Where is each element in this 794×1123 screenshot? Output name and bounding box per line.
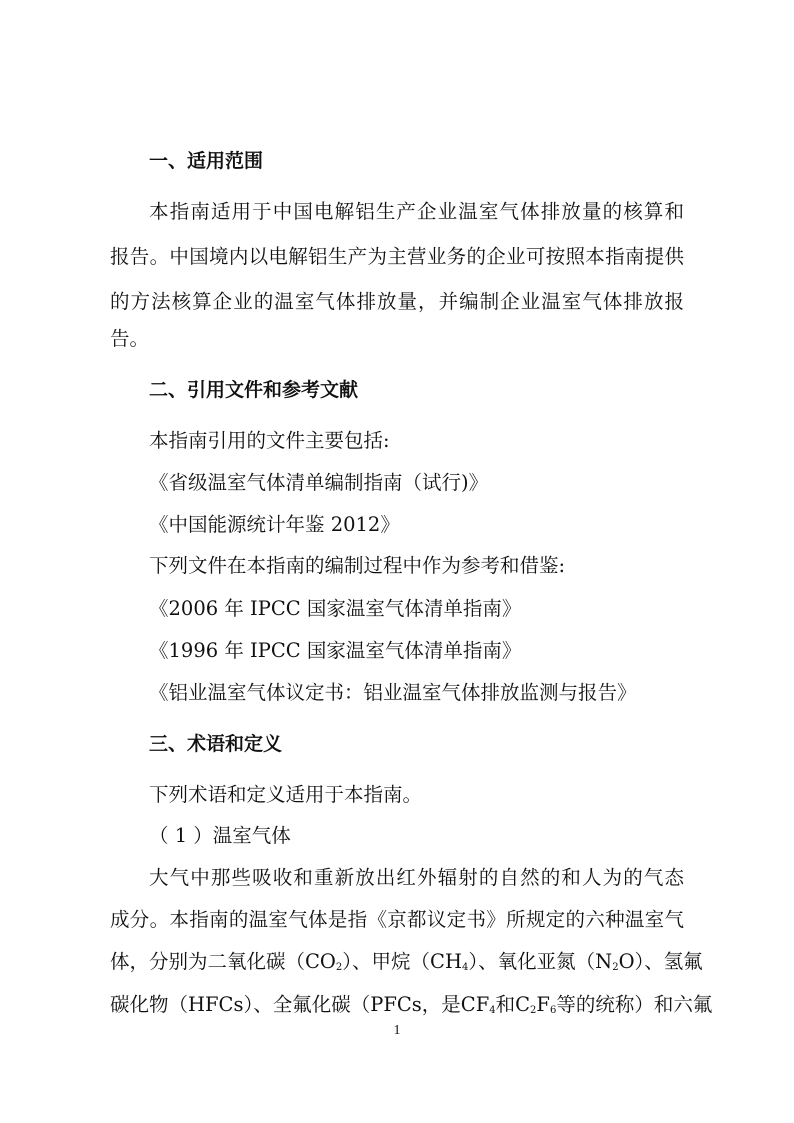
reference-document: 《1996 年 IPCC 国家温室气体清单指南》	[149, 639, 522, 662]
definition-line: 体，分别为二氧化碳$(CO_2)$、甲烷$(CH_4)$、氧化亚氮$(N_2O)$、氢氟	[110, 950, 703, 973]
definition-line: 碳化物（HFCs）、全氟化碳（PFCs，是$CF_4$和$C_2F_6$等的统称）和六氟	[110, 993, 713, 1016]
reference-intro: 下列文件在本指南的编制过程中作为参考和借鉴:	[149, 554, 566, 577]
cited-document: 《中国能源统计年鉴 2012》	[149, 513, 400, 536]
paragraph-line: 报告。中国境内以电解铝生产为主营业务的企业可按照本指南提供	[110, 245, 684, 268]
term-title: （ 1 ）温室气体	[149, 824, 291, 847]
paragraph-line: 告。	[110, 327, 150, 350]
cited-document: 《省级温室气体清单编制指南（试行)》	[149, 471, 489, 494]
subscript: 2	[612, 962, 619, 973]
paragraph-line: 的方法核算企业的温室气体排放量，并编制企业温室气体排放报	[110, 290, 684, 313]
subscript: 2	[335, 962, 343, 973]
subscript: 6	[549, 1005, 557, 1016]
subscript: 4	[489, 1005, 496, 1016]
page-number: 1	[393, 1023, 401, 1038]
reference-document: 《铝业温室气体议定书：铝业温室气体排放监测与报告》	[149, 681, 637, 704]
section-heading-terms: 三、术语和定义	[149, 733, 283, 755]
subscript: 2	[530, 1005, 537, 1016]
definition-line: 大气中那些吸收和重新放出红外辐射的自然的和人为的气态	[149, 866, 684, 889]
cited-intro: 本指南引用的文件主要包括:	[149, 429, 390, 452]
terms-intro: 下列术语和定义适用于本指南。	[149, 783, 423, 806]
paragraph-line: 本指南适用于中国电解铝生产企业温室气体排放量的核算和	[149, 200, 684, 223]
definition-line: 成分。本指南的温室气体是指《京都议定书》所规定的六种温室气	[110, 908, 684, 931]
section-heading-references: 二、引用文件和参考文献	[149, 379, 359, 401]
reference-document: 《2006 年 IPCC 国家温室气体清单指南》	[149, 597, 522, 620]
section-heading-scope: 一、适用范围	[149, 150, 264, 172]
subscript: 4	[461, 962, 469, 973]
